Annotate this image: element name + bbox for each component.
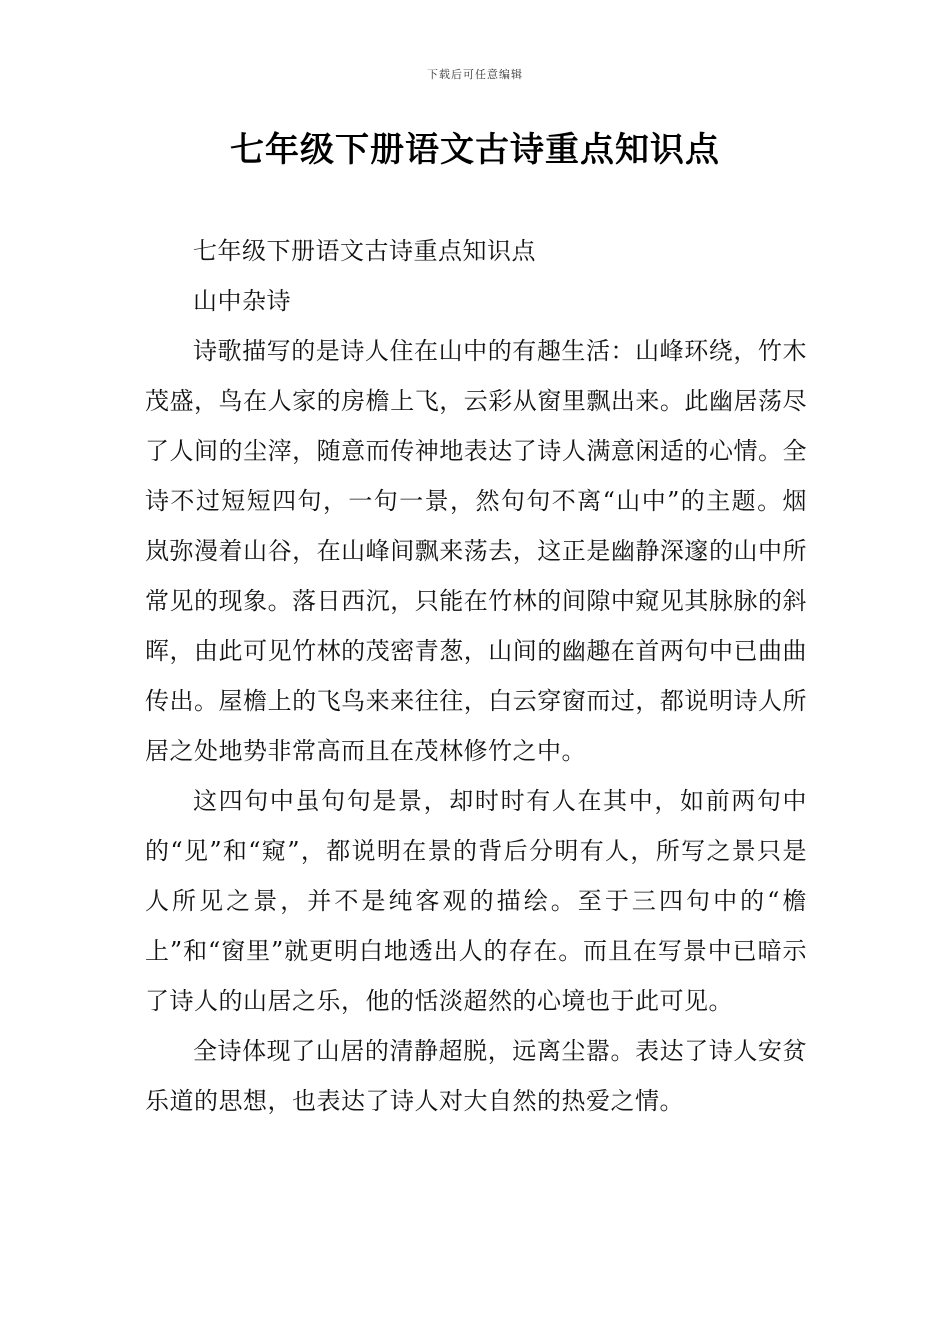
document-body [145, 226, 807, 1126]
body-paragraph: 全诗体现了山居的清静超脱，远离尘嚣。表达了诗人安贫乐道的思想，也表达了诗人对大自然的热爱之情。 [145, 1037, 807, 1115]
body-paragraph: 这四句中虽句句是景，却时时有人在其中，如前两句中的“见”和“窥”，都说明在景的背后分明有人，所写之景只是人所见之景，并不是纯客观的描绘。至于三四句中的“檐上”和“窗里”就更明白地透出人的存在。而且在写景中已暗示了诗人的山居之乐，他的恬淡超然的心境也于此可见。 [145, 787, 807, 1015]
body-subtitle: 七年级下册语文古诗重点知识点 [193, 237, 536, 265]
header-note: 下载后可任意编辑 [427, 68, 523, 81]
document-title: 七年级下册语文古诗重点知识点 [230, 130, 720, 170]
body-paragraph: 诗歌描写的是诗人住在山中的有趣生活：山峰环绕，竹木茂盛，鸟在人家的房檐上飞，云彩从窗里飘出来。此幽居荡尽了人间的尘滓，随意而传神地表达了诗人满意闲适的心情。全诗不过短短四句，一句一景，然句句不离“山中”的主题。烟岚弥漫着山谷，在山峰间飘来荡去，这正是幽静深邃的山中所常见的现象。落日西沉，只能在竹林的间隙中窥见其脉脉的斜晖，由此可见竹林的茂密青葱，山间的幽趣在首两句中已曲曲传出。屋檐上的飞鸟来来往往，白云穿窗而过，都说明诗人所居之处地势非常高而且在茂林修竹之中。 [145, 337, 807, 765]
poem-title: 山中杂诗 [193, 287, 291, 315]
